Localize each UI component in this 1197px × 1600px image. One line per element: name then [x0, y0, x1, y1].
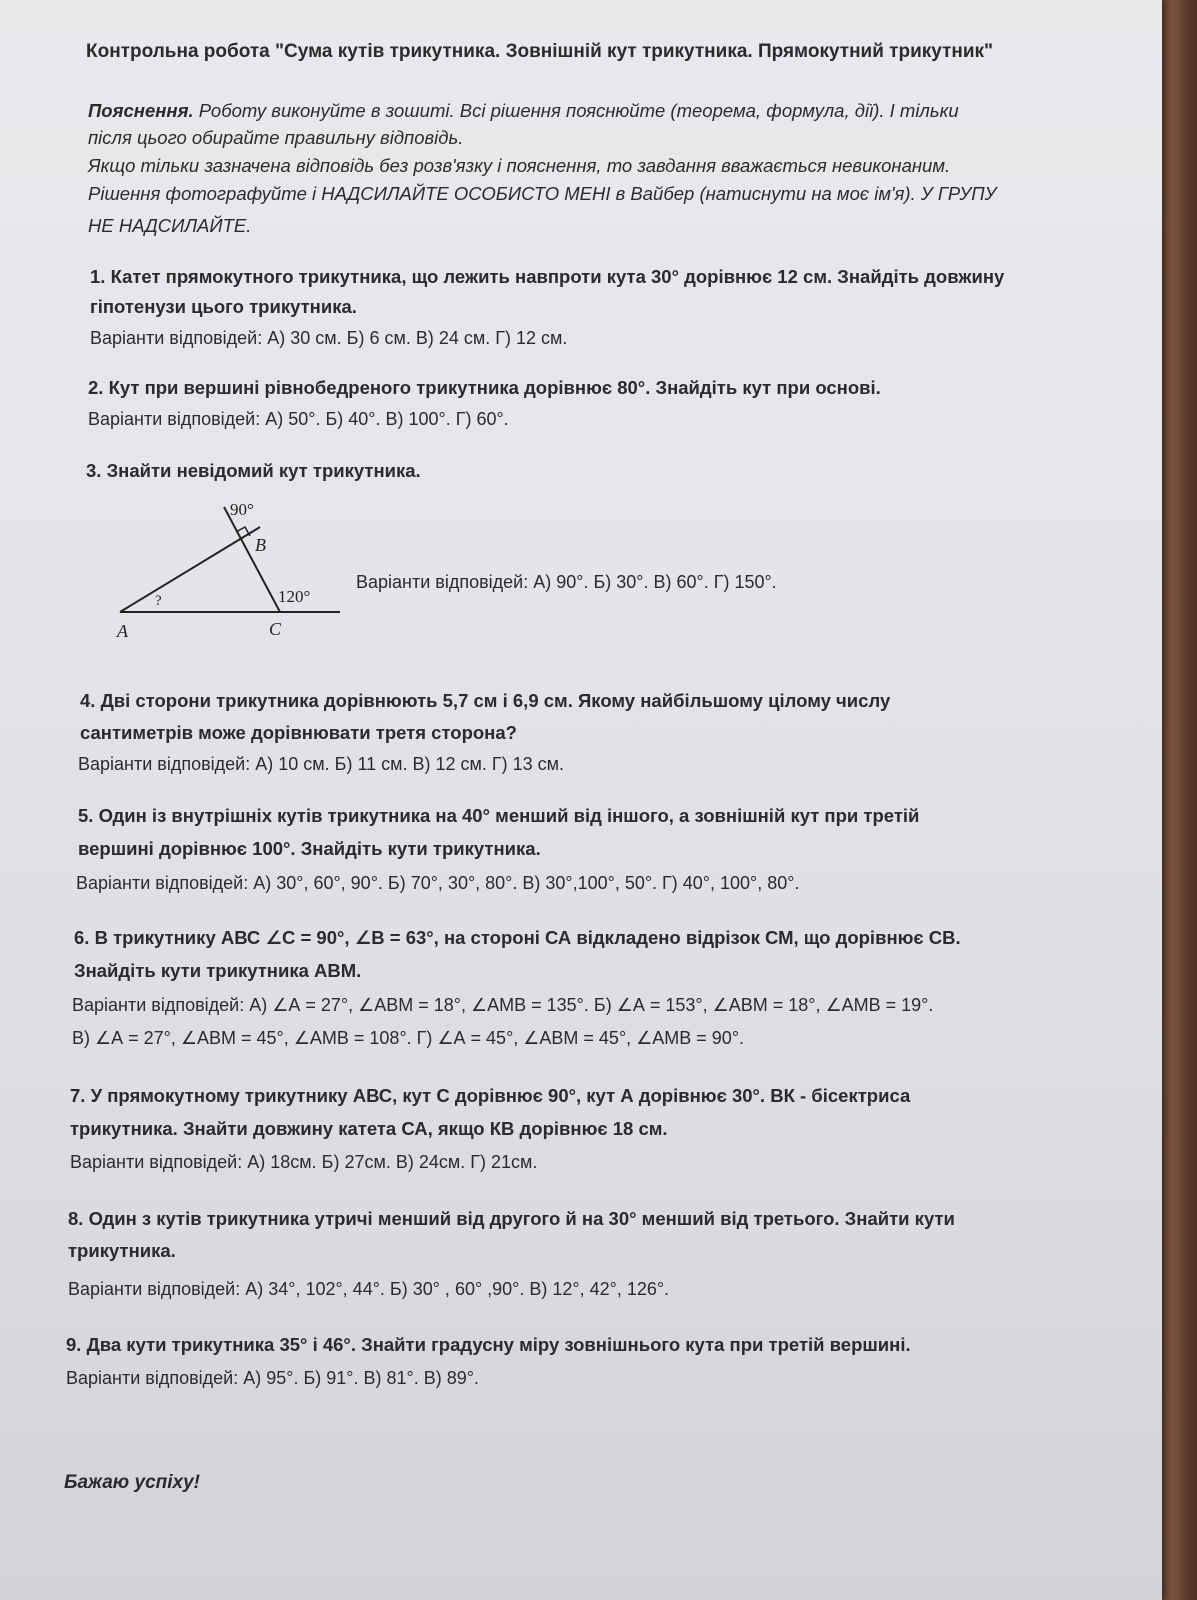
angle-120-label: 120° — [278, 587, 311, 606]
instructions-line-1 — [88, 100, 959, 122]
task-7-question-line-1: 7. У прямокутному трикутнику АВС, кут С дорівнює 90°, кут А дорівнює 30°. ВК - бісектриса — [70, 1085, 911, 1106]
task-4-answers: Варіанти відповідей: А) 10 см. Б) 11 см. В) 12 см. Г) 13 см. — [78, 754, 565, 774]
instructions-line-2: після цього обирайте правильну відповідь. — [88, 127, 464, 148]
task-6-question-line-1: 6. В трикутнику АВС ∠С = 90°, ∠В = 63°, на стороні СА відкладено відрізок СМ, що дорівнює СВ. — [74, 927, 961, 948]
instructions-line-5: НЕ НАДСИЛАЙТЕ. — [88, 215, 252, 236]
task-2-answers: Варіанти відповідей: А) 50°. Б) 40°. В) 100°. Г) 60°. — [88, 409, 509, 429]
task-7-question-line-2: трикутника. Знайти довжину катета СА, якщо КВ дорівнює 18 см. — [70, 1118, 668, 1139]
task-8-question-line-1: 8. Один з кутів трикутника утричі менший від другого й на 30° менший від третього. Знайти кути — [68, 1208, 955, 1229]
angle-90-label: 90° — [230, 500, 254, 519]
instructions-label: Пояснення. — [88, 100, 194, 121]
task-5-answers: Варіанти відповідей: А) 30°, 60°, 90°. Б) 70°, 30°, 80°. В) 30°,100°, 50°. Г) 40°, 100°, 80°. — [76, 873, 800, 893]
task-2-question: 2. Кут при вершині рівнобедреного трикутника дорівнює 80°. Знайдіть кут при основі. — [88, 377, 881, 398]
task-6-answers-line-1: Варіанти відповідей: А) ∠А = 27°, ∠АВМ = 18°, ∠АМВ = 135°. Б) ∠А = 153°, ∠АВМ = 18°, ∠АМВ = 19°. — [72, 995, 934, 1015]
vertex-a-label: A — [117, 621, 128, 641]
side-ab-line — [120, 527, 260, 612]
instructions-line-3: Якщо тільки зазначена відповідь без розв'язку і пояснення, то завдання вважається невиконаним. — [88, 155, 951, 176]
task-6-answers-line-2: В) ∠А = 27°, ∠АВМ = 45°, ∠АМВ = 108°. Г) ∠А = 45°, ∠АВМ = 45°, ∠АМВ = 90°. — [72, 1028, 745, 1048]
task-8-question-line-2: трикутника. — [68, 1240, 176, 1261]
unknown-angle-label: ? — [155, 593, 162, 609]
closing-wish: Бажаю успіху! — [64, 1472, 200, 1493]
vertex-b-label: B — [255, 535, 266, 555]
task-5-question-line-2: вершині дорівнює 100°. Знайдіть кути трикутника. — [78, 838, 541, 859]
task-7-answers: Варіанти відповідей: А) 18см. Б) 27см. В) 24см. Г) 21см. — [70, 1152, 538, 1172]
task-3-triangle-figure — [100, 495, 350, 650]
instructions-text-1: Роботу виконуйте в зошиті. Всі рішення пояснюйте (теорема, формула, дії). І тільки — [193, 100, 959, 121]
task-8-answers: Варіанти відповідей: А) 34°, 102°, 44°. Б) 30° , 60° ,90°. В) 12°, 42°, 126°. — [68, 1279, 670, 1299]
task-4-question-line-1: 4. Дві сторони трикутника дорівнюють 5,7 см і 6,9 см. Якому найбільшому цілому числу — [80, 690, 891, 711]
task-9-question: 9. Два кути трикутника 35° і 46°. Знайти градусну міру зовнішнього кута при третій вершині. — [66, 1334, 911, 1355]
task-5-question-line-1: 5. Один із внутрішніх кутів трикутника на 40° менший від іншого, а зовнішній кут при третій — [78, 805, 920, 826]
task-3-answers: Варіанти відповідей: А) 90°. Б) 30°. В) 60°. Г) 150°. — [356, 572, 777, 592]
desk-edge — [1157, 0, 1197, 1600]
page-title: Контрольна робота "Сума кутів трикутника. Зовнішній кут трикутника. Прямокутний трикутник" — [86, 41, 994, 62]
task-1-question-line-2: гіпотенузи цього трикутника. — [90, 296, 357, 317]
instructions-line-4: Рішення фотографуйте і НАДСИЛАЙТЕ ОСОБИСТО МЕНІ в Вайбер (натиснути на моє ім'я). У ГРУПУ — [88, 183, 997, 204]
task-1-answers: Варіанти відповідей: А) 30 см. Б) 6 см. В) 24 см. Г) 12 см. — [90, 328, 568, 348]
task-1-question-line-1: 1. Катет прямокутного трикутника, що лежить навпроти кута 30° дорівнює 12 см. Знайдіть довжину — [90, 266, 1005, 287]
task-4-question-line-2: сантиметрів може дорівнювати третя сторона? — [80, 722, 517, 743]
vertex-c-label: C — [269, 619, 282, 639]
task-9-answers: Варіанти відповідей: А) 95°. Б) 91°. В) 81°. В) 89°. — [66, 1368, 479, 1388]
side-bc-line — [224, 507, 280, 612]
task-6-question-line-2: Знайдіть кути трикутника АВМ. — [74, 960, 362, 981]
task-3-question: 3. Знайти невідомий кут трикутника. — [86, 460, 421, 481]
